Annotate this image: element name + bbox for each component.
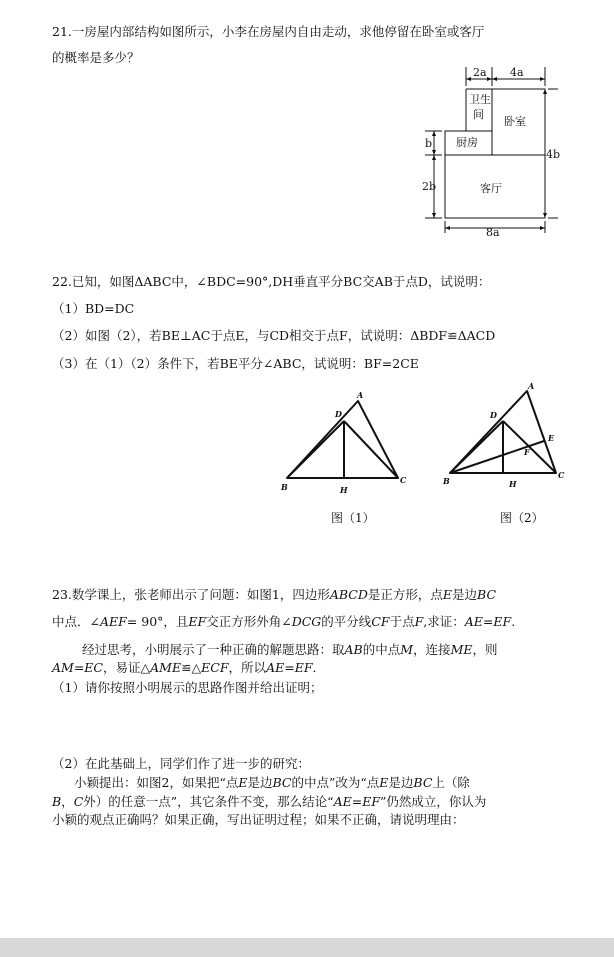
q23-text: 是边 — [247, 775, 273, 790]
q23-text: 的中点 — [362, 642, 401, 657]
q23-text: 中点．∠ — [52, 614, 100, 629]
dim-8a: 8a — [486, 226, 500, 239]
q23-math: AM=EC — [52, 660, 103, 675]
q23-text: 于点 — [389, 614, 415, 629]
q23-math: EF — [294, 660, 313, 675]
q23-text: ”仍然成立，你认为 — [380, 794, 487, 809]
q23-math: BC — [477, 587, 497, 602]
fig2-caption: 图（2） — [500, 511, 544, 525]
q23-text: 经过思考，小明展示了一种正确的解题思路：取 — [82, 642, 345, 657]
q23-math: AEF — [99, 614, 127, 629]
fig2-label-c: C — [558, 470, 565, 480]
dim-4b: 4b — [546, 148, 561, 161]
q23-text: ≌△ — [181, 660, 202, 675]
dim-2b: 2b — [422, 180, 437, 193]
q23-text: = — [284, 660, 295, 675]
room-kitchen: 厨房 — [456, 136, 478, 149]
room-bathroom-2: 间 — [473, 108, 484, 121]
q23-math: DCG — [291, 614, 322, 629]
room-living: 客厅 — [480, 182, 502, 195]
q23-text: ,求证： — [423, 614, 465, 629]
room-bedroom: 卧室 — [504, 115, 526, 128]
q22-item-1: （1）BD=DC — [52, 301, 135, 316]
fig1-label-h: H — [340, 485, 348, 495]
q23-math: BC — [413, 775, 433, 790]
q23-math: EF — [188, 614, 207, 629]
q23-para-1 — [74, 775, 470, 791]
q23-text: ，连接 — [413, 642, 451, 657]
fig1-caption: 图（1） — [331, 511, 375, 525]
q23-math: AE — [266, 660, 285, 675]
q23-text: ，所以 — [228, 660, 267, 675]
q23-math: C — [73, 794, 84, 809]
q23-text: 是边 — [388, 775, 414, 790]
q23-math: BC — [272, 775, 292, 790]
q23-math: AME — [150, 660, 182, 675]
fig1-label-c: C — [400, 475, 407, 485]
q21-line-2: 的概率是多少？ — [52, 50, 140, 65]
q23-line-4 — [52, 660, 325, 676]
room-bathroom-1: 卫生 — [469, 93, 491, 106]
q23-text: ，则 — [472, 642, 498, 657]
q23-text: . — [511, 614, 516, 629]
q23-text: ． — [312, 660, 326, 675]
q23-math: E — [442, 587, 453, 602]
q23-math: F — [414, 614, 424, 629]
fig1-label-b: B — [281, 482, 288, 492]
q23-math: E — [238, 775, 248, 790]
q22-item-2: （2）如图（2），若BE⊥AC于点E，与CD相交于点F，试说明：ΔBDF≌ΔACD — [52, 328, 496, 343]
q23-text: 小颖提出：如图2，如果把“点 — [74, 775, 239, 790]
q23-text: 的中点”改为“点 — [291, 775, 380, 790]
q21-line-1: 21.一房屋内部结构如图所示，小李在房屋内自由走动，求他停留在卧室或客厅 — [52, 24, 485, 39]
fig2-label-f: F — [524, 447, 530, 457]
q23-text: 上（除 — [432, 775, 470, 790]
q23-math: ECF — [201, 660, 229, 675]
q23-text: 是边 — [452, 587, 478, 602]
q23-para-3: 小颖的观点正确吗？如果正确，写出证明过程；如果不正确，请说明理由： — [52, 812, 465, 827]
q23-math: M — [400, 642, 414, 657]
q23-item-2: （2）在此基础上，同学们作了进一步的研究： — [52, 756, 310, 771]
q23-math: B — [52, 794, 62, 809]
fig1-label-d: D — [335, 409, 342, 419]
q23-text: 交正方形外角∠ — [206, 614, 292, 629]
q23-item-1: （1）请你按照小明展示的思路作图并给出证明； — [52, 680, 323, 695]
fig2-label-b: B — [443, 476, 450, 486]
q23-math: AE=EF — [333, 794, 381, 809]
q23-math: ME — [450, 642, 473, 657]
q23-math: AE=EF — [464, 614, 512, 629]
fig2-label-h: H — [509, 479, 517, 489]
q23-math: E — [379, 775, 389, 790]
q23-line-1 — [52, 587, 496, 603]
dim-2a: 2a — [473, 66, 487, 79]
fig2-label-a: A — [528, 381, 535, 391]
q23-text: 是正方形，点 — [367, 587, 443, 602]
q23-math: AB — [344, 642, 363, 657]
q23-line-2 — [52, 614, 515, 630]
q23-text: 外）的任意一点”，其它条件不变，那么结论“ — [83, 794, 334, 809]
fig2-label-d: D — [490, 410, 497, 420]
dim-b: b — [425, 137, 433, 150]
q23-text: 的平分线 — [321, 614, 372, 629]
page-footer-bar — [0, 938, 614, 957]
q23-math: ABCD — [329, 587, 368, 602]
q23-math: CF — [371, 614, 390, 629]
q23-text: ， — [61, 794, 74, 809]
q23-text: ，易证△ — [103, 660, 151, 675]
q23-text: = 90°，且 — [126, 614, 189, 629]
q23-line-3 — [82, 642, 498, 658]
q22-line-1: 22.已知，如图ΔABC中，∠BDC=90°,DH垂直平分BC交AB于点D，试说明： — [52, 274, 491, 289]
q22-item-3: （3）在（1）（2）条件下，若BE平分∠ABC，试说明：BF=2CE — [52, 356, 419, 371]
fig2-label-e: E — [548, 433, 555, 443]
q23-para-2 — [52, 794, 486, 810]
fig1-label-a: A — [357, 390, 364, 400]
dim-4a: 4a — [510, 66, 524, 79]
q23-text: 23.数学课上，张老师出示了问题：如图1，四边形 — [52, 587, 330, 602]
